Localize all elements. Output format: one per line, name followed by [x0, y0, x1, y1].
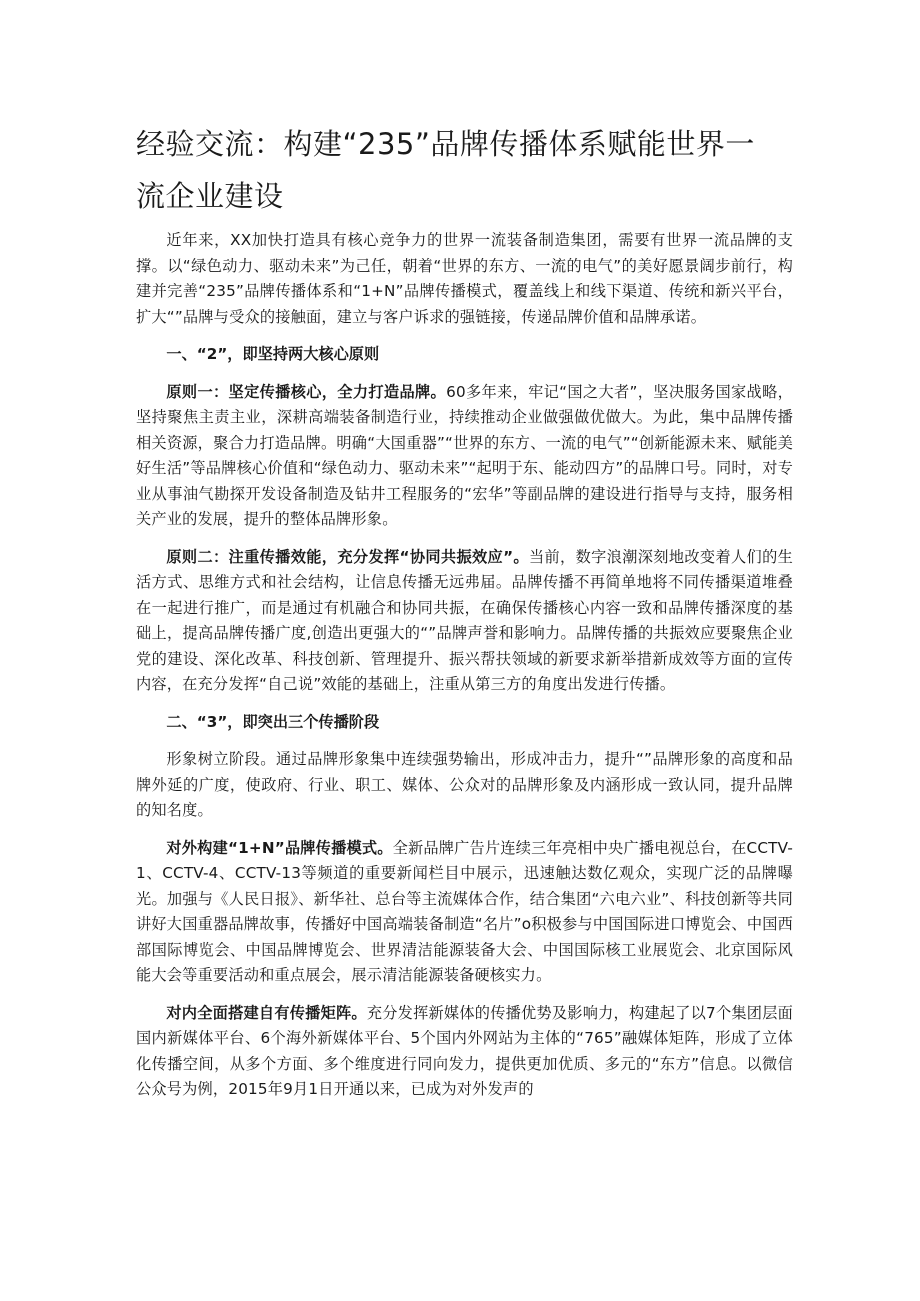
internal-paragraph: [136, 1001, 793, 1103]
external-lead: 对外构建“1+N”品牌传播模式。: [166, 838, 393, 857]
internal-text: 充分发挥新媒体的传播优势及影响力，构建起了以7个集团层面国内新媒体平台、6个海外新媒体平台、5个国内外网站为主体的“765”融媒体矩阵，形成了立体化传播空间，从多个方面、多个维度进行同向发力，提供更加优质、多元的“东方”信息。以微信公众号为例，2015年9月1日开通以来，已成为对外发声的: [136, 1003, 794, 1098]
principle-1-paragraph: [136, 380, 793, 533]
principle-2-paragraph: [136, 545, 793, 698]
principle-1-lead: 原则一：坚定传播核心，全力打造品牌。: [166, 382, 447, 401]
page-title: 经验交流：构建“235”品牌传播体系赋能世界一流企业建设: [136, 127, 755, 213]
section-heading-2: 二、“3”，即突出三个传播阶段: [166, 712, 380, 731]
external-text: 全新品牌广告片连续三年亮相中央广播电视总台，在CCTV-1、CCTV-4、CCTV-13等频道的重要新闻栏目中展示，迅速触达数亿观众，实现广泛的品牌曝光。加强与《人民日报》、新华社、总台等主流媒体合作，结合集团“六电六业”、科技创新等共同讲好大国重器品牌故事，传播好中国高端装备制造“名片”o积极参与中国国际进口博览会、中国西部国际博览会、中国品牌博览会、世界清洁能源装备大会、中国国际核工业展览会、北京国际风能大会等重要活动和重点展会，展示清洁能源装备硬核实力。: [136, 838, 794, 984]
section-heading-1: 一、“2”，即坚持两大核心原则: [166, 345, 380, 363]
principle-1-text: 60多年来，牢记“国之大者”，坚决服务国家战略，坚持聚焦主责主业，深耕高端装备制造行业，持续推动企业做强做优做大。为此，集中品牌传播相关资源，聚合力打造品牌。明确“大国重器”“世界的东方、一流的电气”“创新能源未来、赋能美好生活”等品牌核心价值和“绿色动力、驱动未来”“起明于东、能动四方”的品牌口号。同时，对专业从事油气勘探开发设备制造及钻井工程服务的“宏华”等副品牌的建设进行指导与支持，服务相关产业的发展，提升的整体品牌形象。: [136, 382, 793, 528]
internal-lead: 对内全面搭建自有传播矩阵。: [166, 1003, 367, 1022]
principle-2-text: 当前，数字浪潮深刻地改变着人们的生活方式、思维方式和社会结构，让信息传播无远弗届。品牌传播不再简单地将不同传播渠道堆叠在一起进行推广，而是通过有机融合和协同共振，在确保传播核心内容一致和品牌传播深度的基础上，提高品牌传播广度,创造出更强大的“”品牌声誉和影响力。品牌传播的共振效应要聚焦企业党的建设、深化改革、科技创新、管理提升、振兴帮扶领域的新要求新举措新成效等方面的宣传内容，在充分发挥“自己说”效能的基础上，注重从第三方的角度出发进行传播。: [136, 547, 794, 693]
document-body: [136, 228, 793, 1115]
stage-1-paragraph: 形象树立阶段。通过品牌形象集中连续强势输出，形成冲击力，提升“”品牌形象的高度和品牌外延的广度，使政府、行业、职工、媒体、公众对的品牌形象及内涵形成一致认同，提升品牌的知名度。: [136, 750, 793, 819]
principle-2-lead: 原则二：注重传播效能，充分发挥“协同共振效应”。: [166, 547, 529, 566]
external-paragraph: [136, 836, 793, 989]
intro-paragraph: 近年来，XX加快打造具有核心竞争力的世界一流装备制造集团，需要有世界一流品牌的支撑。以“绿色动力、驱动未来”为己任，朝着“世界的东方、一流的电气”的美好愿景阔步前行，构建并完善“235”品牌传播体系和“1+N”品牌传播模式，覆盖线上和线下渠道、传统和新兴平台，扩大“”品牌与受众的接触面，建立与客户诉求的强链接，传递品牌价值和品牌承诺。: [136, 231, 793, 326]
